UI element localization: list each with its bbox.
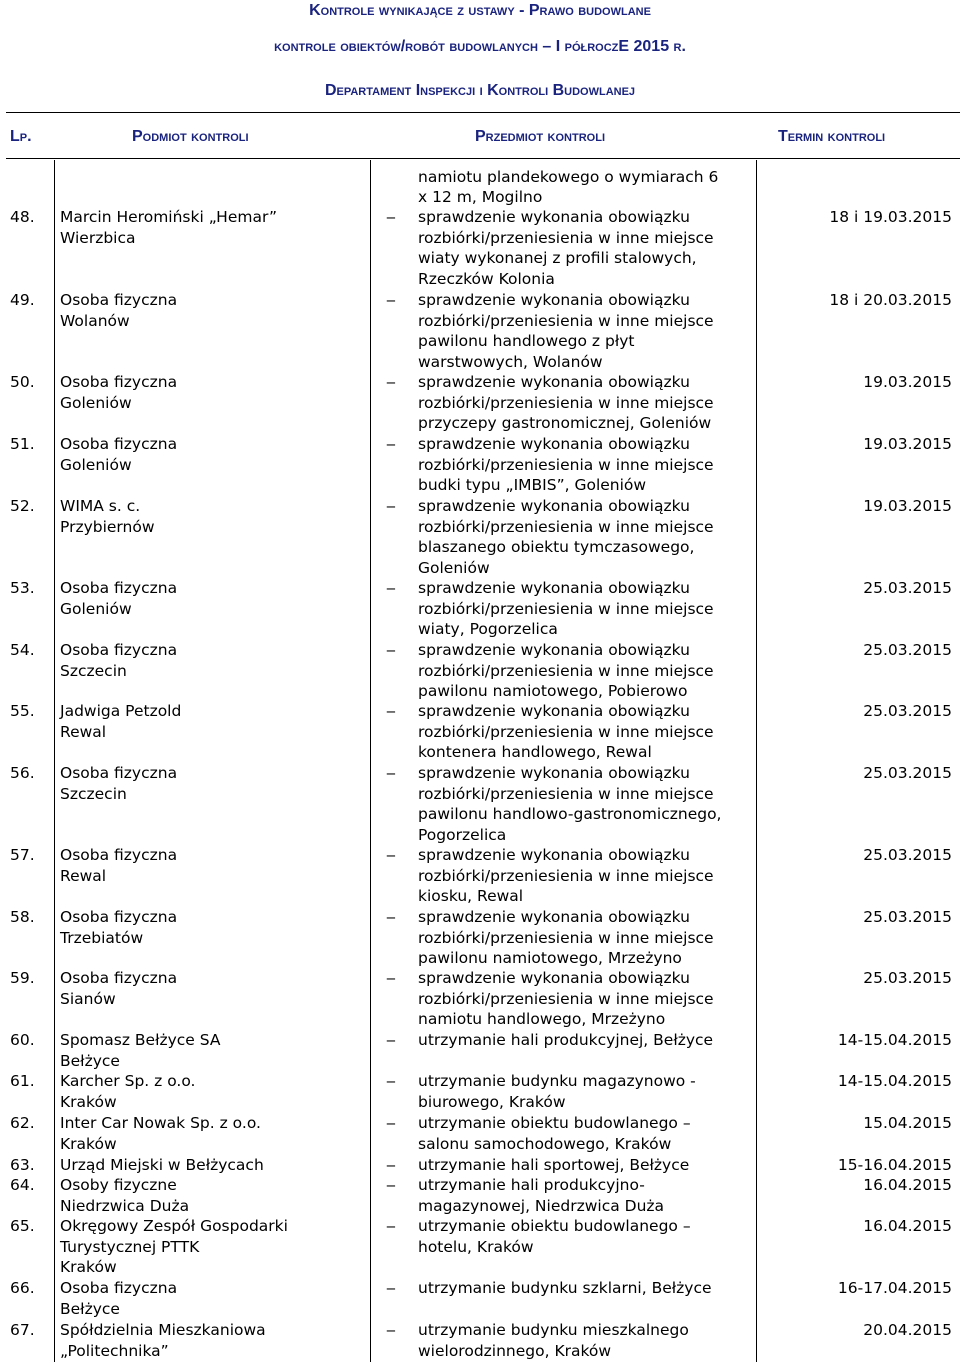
object-line: blaszanego obiektu tymczasowego, bbox=[418, 538, 695, 556]
row-date: 19.03.2015 bbox=[863, 373, 952, 391]
row-subject bbox=[60, 372, 350, 413]
object-line: sprawdzenie wykonania obowiązku bbox=[418, 435, 690, 453]
object-line: sprawdzenie wykonania obowiązku bbox=[418, 702, 690, 720]
subject-location: „Politechnika” bbox=[60, 1341, 169, 1360]
object-line: rozbiórki/przeniesienia w inne miejsce bbox=[418, 455, 714, 474]
subject-location: Kraków bbox=[60, 1134, 117, 1153]
row-object bbox=[418, 372, 748, 434]
row-object bbox=[418, 845, 748, 907]
row-date: 16.04.2015 bbox=[863, 1176, 952, 1194]
row-object bbox=[418, 1320, 748, 1361]
continuation-line-1: namiotu plandekowego o wymiarach 6 bbox=[418, 168, 719, 186]
row-number: 51. bbox=[10, 435, 35, 453]
row-subject bbox=[60, 1216, 350, 1278]
subject-name: Osoby fizyczne bbox=[60, 1176, 177, 1194]
object-line: rozbiórki/przeniesienia w inne miejsce bbox=[418, 517, 714, 536]
object-line: sprawdzenie wykonania obowiązku bbox=[418, 497, 690, 515]
subject-name: WIMA s. c. bbox=[60, 497, 141, 515]
row-number: 63. bbox=[10, 1156, 35, 1174]
object-line: rozbiórki/przeniesienia w inne miejsce bbox=[418, 928, 714, 947]
row-number: 52. bbox=[10, 497, 35, 515]
subject-location: Kraków bbox=[60, 1258, 117, 1276]
object-line: pawilonu namiotowego, Mrzeżyno bbox=[418, 949, 682, 967]
row-date: 25.03.2015 bbox=[863, 908, 952, 926]
object-line: wiaty wykonanej z profili stalowych, bbox=[418, 249, 697, 267]
row-date: 15-16.04.2015 bbox=[837, 1156, 952, 1174]
list-dash: ‒ bbox=[386, 1031, 396, 1049]
subject-location: Bełżyce bbox=[60, 1051, 120, 1070]
object-line: hotelu, Kraków bbox=[418, 1237, 534, 1256]
subject-name: Osoba fizyczna bbox=[60, 291, 178, 309]
list-dash: ‒ bbox=[386, 435, 396, 453]
object-line: utrzymanie obiektu budowlanego – bbox=[418, 1114, 691, 1132]
subject-name: Osoba fizyczna bbox=[60, 908, 178, 926]
row-number: 67. bbox=[10, 1321, 35, 1339]
row-object bbox=[418, 434, 748, 496]
row-subject bbox=[60, 496, 350, 537]
row-date: 16-17.04.2015 bbox=[837, 1279, 952, 1297]
header-top-rule bbox=[6, 112, 960, 113]
row-subject bbox=[60, 907, 350, 948]
object-line: utrzymanie hali sportowej, Bełżyce bbox=[418, 1156, 690, 1174]
row-date: 25.03.2015 bbox=[863, 969, 952, 987]
column-header-date: Termin kontroli bbox=[778, 128, 886, 145]
row-subject bbox=[60, 1320, 350, 1361]
object-line: biurowego, Kraków bbox=[418, 1092, 566, 1111]
object-line: przyczepy gastronomicznej, Goleniów bbox=[418, 414, 712, 432]
row-object bbox=[418, 1278, 748, 1299]
column-header-object: Przedmiot kontroli bbox=[475, 128, 605, 145]
subject-name: Osoba fizyczna bbox=[60, 579, 178, 597]
subject-name: Osoba fizyczna bbox=[60, 846, 178, 864]
row-object bbox=[418, 763, 748, 845]
subject-name: Osoba fizyczna bbox=[60, 969, 178, 987]
object-line: utrzymanie budynku magazynowo - bbox=[418, 1072, 696, 1090]
subject-location: Goleniów bbox=[60, 393, 132, 412]
object-line: sprawdzenie wykonania obowiązku bbox=[418, 208, 690, 226]
subject-location: Przybiernów bbox=[60, 517, 155, 536]
subject-location: Szczecin bbox=[60, 784, 127, 803]
subject-location: Niedrzwica Duża bbox=[60, 1196, 190, 1215]
list-dash: ‒ bbox=[386, 969, 396, 987]
report-subtitle: kontrole obiektów/robót budowlanych – I półroczE 2015 r. bbox=[274, 38, 686, 55]
row-subject bbox=[60, 845, 350, 886]
row-date: 25.03.2015 bbox=[863, 579, 952, 597]
row-number: 49. bbox=[10, 291, 35, 309]
row-number: 60. bbox=[10, 1031, 35, 1049]
list-dash: ‒ bbox=[386, 208, 396, 226]
subject-name: Spomasz Bełżyce SA bbox=[60, 1031, 221, 1049]
list-dash: ‒ bbox=[386, 908, 396, 926]
object-line: sprawdzenie wykonania obowiązku bbox=[418, 579, 690, 597]
object-line: salonu samochodowego, Kraków bbox=[418, 1134, 672, 1153]
subject-location: Kraków bbox=[60, 1092, 117, 1111]
row-number: 65. bbox=[10, 1217, 35, 1235]
row-subject bbox=[60, 1113, 350, 1154]
subject-name: Okręgowy Zespół Gospodarki bbox=[60, 1217, 288, 1235]
row-date: 14-15.04.2015 bbox=[837, 1031, 952, 1049]
column-header-lp: Lp. bbox=[10, 128, 32, 145]
column-header-subject: Podmiot kontroli bbox=[132, 128, 249, 145]
object-line: budki typu „IMBIS”, Goleniów bbox=[418, 476, 647, 494]
subject-name: Urząd Miejski w Bełżycach bbox=[60, 1156, 264, 1174]
row-number: 61. bbox=[10, 1072, 35, 1090]
list-dash: ‒ bbox=[386, 1321, 396, 1339]
row-number: 54. bbox=[10, 641, 35, 659]
subject-location: Wolanów bbox=[60, 311, 130, 330]
row-number: 59. bbox=[10, 969, 35, 987]
row-number: 56. bbox=[10, 764, 35, 782]
subject-name: Osoba fizyczna bbox=[60, 435, 178, 453]
object-line: utrzymanie hali produkcyjno- bbox=[418, 1176, 645, 1194]
subject-location: Trzebiatów bbox=[60, 928, 144, 947]
row-number: 57. bbox=[10, 846, 35, 864]
object-line: rozbiórki/przeniesienia w inne miejsce bbox=[418, 661, 714, 680]
object-line: sprawdzenie wykonania obowiązku bbox=[418, 373, 690, 391]
subject-name: Marcin Heromiński „Hemar” bbox=[60, 208, 278, 226]
list-dash: ‒ bbox=[386, 373, 396, 391]
object-line: rozbiórki/przeniesienia w inne miejsce bbox=[418, 989, 714, 1008]
object-line: rozbiórki/przeniesienia w inne miejsce bbox=[418, 784, 714, 803]
row-subject bbox=[60, 1155, 350, 1176]
row-subject bbox=[60, 290, 350, 331]
subject-location: Goleniów bbox=[60, 599, 132, 618]
subject-name: Osoba fizyczna bbox=[60, 641, 178, 659]
subject-name: Osoba fizyczna bbox=[60, 1279, 178, 1297]
object-line: rozbiórki/przeniesienia w inne miejsce bbox=[418, 228, 714, 247]
column-divider-lp bbox=[54, 160, 55, 1362]
object-line: sprawdzenie wykonania obowiązku bbox=[418, 969, 690, 987]
object-line: wiaty, Pogorzelica bbox=[418, 620, 558, 638]
subject-location: Rewal bbox=[60, 722, 107, 741]
row-subject bbox=[60, 640, 350, 681]
row-object bbox=[418, 968, 748, 1030]
object-line: rozbiórki/przeniesienia w inne miejsce bbox=[418, 311, 714, 330]
row-date: 25.03.2015 bbox=[863, 702, 952, 720]
row-number: 50. bbox=[10, 373, 35, 391]
subject-location: Bełżyce bbox=[60, 1299, 120, 1318]
row-date: 18 i 20.03.2015 bbox=[829, 291, 952, 309]
object-line: pawilonu handlowego z płyt bbox=[418, 332, 635, 350]
object-line: utrzymanie obiektu budowlanego – bbox=[418, 1217, 691, 1235]
object-line: sprawdzenie wykonania obowiązku bbox=[418, 291, 690, 309]
row-date: 19.03.2015 bbox=[863, 497, 952, 515]
row-subject bbox=[60, 1175, 350, 1216]
row-object bbox=[418, 207, 748, 289]
object-line: wielorodzinnego, Kraków bbox=[418, 1341, 612, 1360]
row-date: 14-15.04.2015 bbox=[837, 1072, 952, 1090]
object-line: rozbiórki/przeniesienia w inne miejsce bbox=[418, 599, 714, 618]
row-object bbox=[418, 1071, 748, 1112]
row-subject bbox=[60, 1071, 350, 1112]
object-line: rozbiórki/przeniesienia w inne miejsce bbox=[418, 866, 714, 885]
row-object bbox=[418, 1155, 748, 1176]
row-object bbox=[418, 1175, 748, 1216]
row-number: 48. bbox=[10, 208, 35, 226]
object-line: sprawdzenie wykonania obowiązku bbox=[418, 846, 690, 864]
list-dash: ‒ bbox=[386, 1072, 396, 1090]
object-line: Goleniów bbox=[418, 558, 490, 577]
column-divider-subject bbox=[370, 160, 371, 1362]
subject-name: Jadwiga Petzold bbox=[60, 702, 182, 720]
row-object bbox=[418, 640, 748, 702]
row-date: 19.03.2015 bbox=[863, 435, 952, 453]
row-subject bbox=[60, 434, 350, 475]
object-line: namiotu handlowego, Mrzeżyno bbox=[418, 1010, 666, 1028]
row-object bbox=[418, 290, 748, 372]
list-dash: ‒ bbox=[386, 702, 396, 720]
row-object bbox=[418, 907, 748, 969]
object-line: kontenera handlowego, Rewal bbox=[418, 743, 652, 761]
object-line: sprawdzenie wykonania obowiązku bbox=[418, 641, 690, 659]
department-name: Departament Inspekcji i Kontroli Budowlanej bbox=[324, 82, 636, 99]
object-line: sprawdzenie wykonania obowiązku bbox=[418, 764, 690, 782]
subject-location: Turystycznej PTTK bbox=[60, 1237, 200, 1256]
subject-name: Osoba fizyczna bbox=[60, 764, 178, 782]
column-divider-object bbox=[756, 160, 757, 1362]
subject-name: Spółdzielnia Mieszkaniowa bbox=[60, 1321, 266, 1339]
row-subject bbox=[60, 968, 350, 1009]
row-date: 15.04.2015 bbox=[863, 1114, 952, 1132]
row-object bbox=[418, 496, 748, 578]
list-dash: ‒ bbox=[386, 1279, 396, 1297]
row-date: 16.04.2015 bbox=[863, 1217, 952, 1235]
object-line: Rzeczków Kolonia bbox=[418, 269, 555, 288]
row-object bbox=[418, 1030, 748, 1051]
row-date: 25.03.2015 bbox=[863, 641, 952, 659]
row-date: 25.03.2015 bbox=[863, 764, 952, 782]
object-line: utrzymanie budynku szklarni, Bełżyce bbox=[418, 1279, 712, 1297]
header-bottom-rule bbox=[6, 158, 960, 159]
list-dash: ‒ bbox=[386, 1114, 396, 1132]
subject-location: Goleniów bbox=[60, 455, 132, 474]
subject-name: Karcher Sp. z o.o. bbox=[60, 1072, 196, 1090]
row-subject bbox=[60, 701, 350, 742]
subject-location: Rewal bbox=[60, 866, 107, 885]
row-subject bbox=[60, 207, 350, 248]
row-object bbox=[418, 1216, 748, 1257]
row-number: 53. bbox=[10, 579, 35, 597]
object-line: sprawdzenie wykonania obowiązku bbox=[418, 908, 690, 926]
subject-location: Wierzbica bbox=[60, 228, 136, 247]
row-date: 20.04.2015 bbox=[863, 1321, 952, 1339]
row-number: 64. bbox=[10, 1176, 35, 1194]
list-dash: ‒ bbox=[386, 497, 396, 515]
report-title: Kontrole wynikające z ustawy - Prawo budowlane bbox=[309, 2, 651, 19]
object-line: Pogorzelica bbox=[418, 825, 507, 844]
list-dash: ‒ bbox=[386, 1176, 396, 1194]
continuation-line-2: x 12 m, Mogilno bbox=[418, 188, 543, 206]
list-dash: ‒ bbox=[386, 641, 396, 659]
row-number: 58. bbox=[10, 908, 35, 926]
list-dash: ‒ bbox=[386, 1156, 396, 1174]
row-date: 18 i 19.03.2015 bbox=[829, 208, 952, 226]
list-dash: ‒ bbox=[386, 579, 396, 597]
subject-location: Sianów bbox=[60, 989, 116, 1008]
object-line: rozbiórki/przeniesienia w inne miejsce bbox=[418, 722, 714, 741]
subject-name: Inter Car Nowak Sp. z o.o. bbox=[60, 1114, 261, 1132]
row-object bbox=[418, 578, 748, 640]
object-line: utrzymanie hali produkcyjnej, Bełżyce bbox=[418, 1031, 714, 1049]
object-line: rozbiórki/przeniesienia w inne miejsce bbox=[418, 393, 714, 412]
object-line: utrzymanie budynku mieszkalnego bbox=[418, 1321, 689, 1339]
row-number: 62. bbox=[10, 1114, 35, 1132]
row-object bbox=[418, 701, 748, 763]
row-subject bbox=[60, 1030, 350, 1071]
subject-location: Szczecin bbox=[60, 661, 127, 680]
list-dash: ‒ bbox=[386, 764, 396, 782]
list-dash: ‒ bbox=[386, 1217, 396, 1235]
row-subject bbox=[60, 763, 350, 804]
object-line: magazynowej, Niedrzwica Duża bbox=[418, 1196, 665, 1215]
object-line: warstwowych, Wolanów bbox=[418, 352, 603, 371]
list-dash: ‒ bbox=[386, 846, 396, 864]
object-line: pawilonu namiotowego, Pobierowo bbox=[418, 682, 688, 700]
row-subject bbox=[60, 578, 350, 619]
row-object bbox=[418, 1113, 748, 1154]
row-subject bbox=[60, 1278, 350, 1319]
row-number: 55. bbox=[10, 702, 35, 720]
row-date: 25.03.2015 bbox=[863, 846, 952, 864]
object-line: kiosku, Rewal bbox=[418, 887, 524, 905]
row-number: 66. bbox=[10, 1279, 35, 1297]
subject-name: Osoba fizyczna bbox=[60, 373, 178, 391]
list-dash: ‒ bbox=[386, 291, 396, 309]
object-line: pawilonu handlowo-gastronomicznego, bbox=[418, 805, 722, 823]
